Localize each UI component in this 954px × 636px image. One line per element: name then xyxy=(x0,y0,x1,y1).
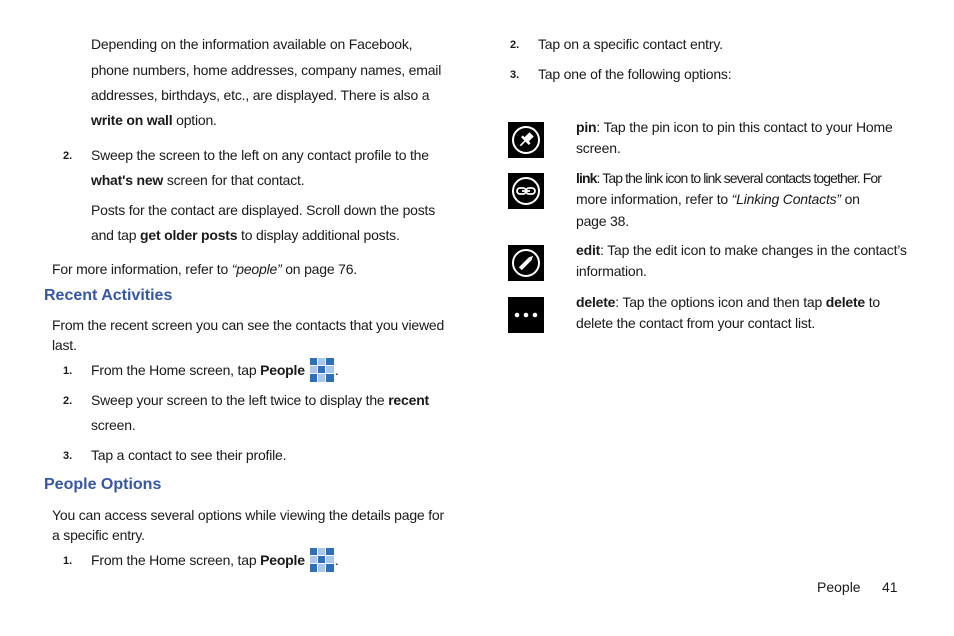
get-older-posts-term: get older posts xyxy=(140,227,238,243)
whats-new-term: what's new xyxy=(91,172,164,188)
recent-step-3: Tap a contact to see their profile. xyxy=(91,447,287,463)
footer-section-name: People xyxy=(817,579,861,595)
link-desc-line-2: more information, refer to “Linking Contacts” on xyxy=(576,191,860,207)
pin-desc-line-2: screen. xyxy=(576,140,621,156)
step-number: 1. xyxy=(63,365,73,377)
recent-step-2-line-2: screen. xyxy=(91,417,136,433)
link-desc-line-1: link: Tap the link icon to link several contacts together. For xyxy=(576,170,882,186)
intro-line-4: write on wall option. xyxy=(91,112,217,128)
intro-line-2: phone numbers, home addresses, company names, email xyxy=(91,62,442,78)
more-info-people: For more information, refer to “people” on page 76. xyxy=(52,261,357,277)
write-on-wall-term: write on wall xyxy=(91,112,173,128)
right-step-3: Tap one of the following options: xyxy=(538,66,732,82)
options-step-1: From the Home screen, tap People . xyxy=(91,547,339,573)
recent-step-2-line-1: Sweep your screen to the left twice to display the recent xyxy=(91,392,430,408)
step-2-line-1: Sweep the screen to the left on any contact profile to the xyxy=(91,147,429,163)
options-desc-line-2: a specific entry. xyxy=(52,527,145,543)
step-2-line-2: what's new screen for that contact. xyxy=(91,172,305,188)
intro-line-3: addresses, birthdays, etc., are displayed. There is also a xyxy=(91,87,430,103)
pin-desc-line-1: pin: Tap the pin icon to pin this contact to your Home xyxy=(576,119,893,135)
step-number: 2. xyxy=(63,150,73,162)
step-number: 3. xyxy=(63,450,73,462)
recent-term: recent xyxy=(388,392,430,408)
linking-contacts-reference: “Linking Contacts” xyxy=(731,191,841,207)
delete-desc-line-2: delete the contact from your contact list. xyxy=(576,315,816,331)
recent-step-1: From the Home screen, tap People . xyxy=(91,357,339,383)
people-tile-icon xyxy=(309,547,335,573)
people-tile-icon xyxy=(309,357,335,383)
step-number: 3. xyxy=(510,69,520,81)
edit-icon xyxy=(508,245,544,281)
more-options-icon xyxy=(508,297,544,333)
recent-desc-line-2: last. xyxy=(52,337,77,353)
delete-desc-line-1: delete: Tap the options icon and then tap delete to xyxy=(576,294,880,310)
people-options-heading: People Options xyxy=(44,476,162,493)
posts-line-1: Posts for the contact are displayed. Scroll down the posts xyxy=(91,202,436,218)
step-number: 2. xyxy=(63,395,73,407)
edit-desc-line-1: edit: Tap the edit icon to make changes in the contact’s xyxy=(576,242,907,258)
pin-icon xyxy=(508,122,544,158)
intro-line-1: Depending on the information available on Facebook, xyxy=(91,36,413,52)
step-number: 1. xyxy=(63,555,73,567)
options-desc-line-1: You can access several options while viewing the details page for xyxy=(52,507,444,523)
link-icon xyxy=(508,173,544,209)
recent-desc-line-1: From the recent screen you can see the contacts that you viewed xyxy=(52,317,445,333)
right-step-2: Tap on a specific contact entry. xyxy=(538,36,723,52)
edit-desc-line-2: information. xyxy=(576,263,647,279)
posts-line-2: and tap get older posts to display additional posts. xyxy=(91,227,400,243)
page-number: 41 xyxy=(882,579,898,595)
link-desc-line-3: page 38. xyxy=(576,213,629,229)
step-number: 2. xyxy=(510,39,520,51)
recent-activities-heading: Recent Activities xyxy=(44,287,173,304)
people-reference: “people” xyxy=(231,261,282,277)
